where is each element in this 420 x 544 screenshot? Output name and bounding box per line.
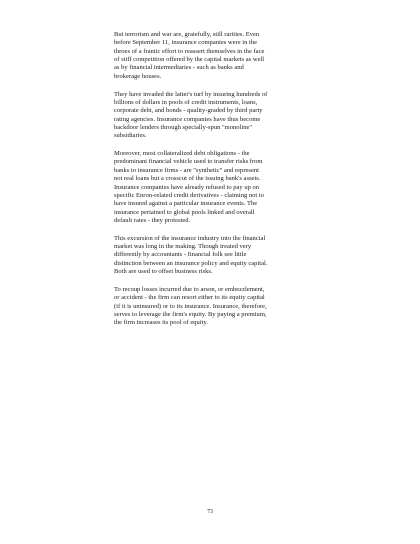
text-line: specific Enron-related credit derivatives - claiming not to [114, 191, 264, 199]
text-line: have insured against a particular insurance events. The [114, 200, 258, 208]
text-line: serves to leverage the firm's equity. By paying a premium, [114, 310, 267, 318]
text-line: Moreover, most collateralized debt obligations - the [114, 150, 250, 158]
text-line: Both are used to offset business risks. [114, 268, 213, 276]
text-line: backdoor lenders through specially-spun "monoline" [114, 123, 253, 131]
text-line: before September 11, insurance companies were in the [114, 39, 258, 47]
text-line: Insurance companies have already refused to pay up on [114, 183, 260, 191]
text-line: subsidiaries. [114, 132, 147, 140]
page-number: 73 [207, 509, 213, 515]
text-line: insurance pertained to global pools linked and overall [114, 208, 255, 216]
text-line: brokerage houses. [114, 72, 162, 80]
text-line: differently by accountants - financial folk see little [114, 251, 247, 259]
text-line: as by financial intermediaries - such as banks and [114, 64, 244, 72]
text-line: To recoup losses incurred due to arson, or embezzlement, [114, 285, 265, 293]
paragraph-recoup-losses [114, 286, 314, 328]
text-line: corporate debt, and bonds - quality-graded by third party [114, 107, 263, 115]
body-text [114, 31, 314, 337]
text-line: predominant financial vehicle used to transfer risks from [114, 158, 263, 166]
text-line: But terrorism and war are, gratefully, still rarities. Even [114, 31, 260, 38]
text-line: banks to insurance firms - are "synthetic" and represent [114, 166, 259, 174]
text-line: throes of a frantic effort to reassert themselves in the face [114, 47, 265, 55]
text-line: of stiff competition offered by the capital markets as well [114, 56, 265, 64]
text-line: distinction between an insurance policy and equity capital. [114, 259, 268, 267]
text-line: or accident - the firm can resort either to its equity capital [114, 294, 265, 302]
text-line: market was long in the making. Though treated very [114, 243, 252, 251]
text-line: billions of dollars in pools of credit instruments, loans, [114, 98, 258, 106]
text-line: (if it is uninsured) or to its insurance. Insurance, therefore, [114, 302, 267, 310]
text-line: default rates - they protested. [114, 216, 191, 224]
text-line: the firm increases its pool of equity. [114, 319, 208, 327]
paragraph-terrorism [114, 31, 314, 81]
paragraph-backdoor-lenders [114, 91, 314, 141]
text-line: not real loans but a crosscut of the issuing bank's assets. [114, 175, 261, 183]
text-line: They have invaded the latter's turf by insuring hundreds of [114, 90, 268, 98]
text-line: rating agencies. Insurance companies have thus become [114, 115, 261, 123]
paragraph-excursion [114, 235, 314, 277]
text-line: This excursion of the insurance industry into the financial [114, 234, 266, 242]
paragraph-cdo [114, 150, 314, 225]
